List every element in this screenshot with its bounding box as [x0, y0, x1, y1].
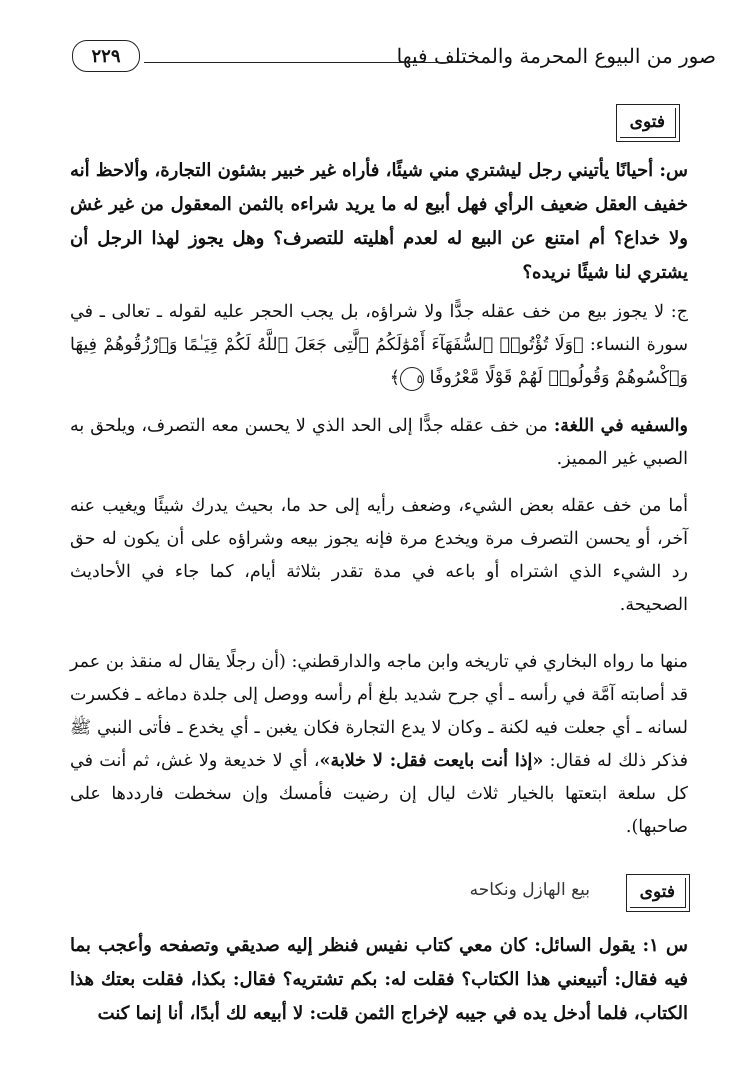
fatwa1-answer — [70, 296, 688, 395]
fatwa-label-2-text: فتوى — [630, 878, 686, 908]
hadith-quote: «إذا أنت بايعت فقل: لا خلابة» — [319, 751, 544, 771]
quran-close: ﴾ — [389, 368, 401, 388]
safeeh-def: من خف عقله جدًّا إلى الحد الذي لا يحسن معه التصرف، ويلحق به الصبي غير المميز. — [70, 416, 688, 469]
fatwa1-question: س: أحيانًا يأتيني رجل ليشتري مني شيئًا، فأراه غير خبير بشئون التجارة، وألاحظ أنه خفيف العقل ضعيف الرأي فهل أبيع له ما يريد شراءه بالثمن المعقول من غير غش ولا خداع؟ أم امتنع عن البيع له لعدم أهليته للتصرف؟ وهل يجوز لهذا الرجل أن يشتري لنا شيئًا نريده؟ — [70, 160, 688, 283]
safeeh-definition — [70, 410, 688, 476]
para3-end: ، أي لا خديعة ولا غش، ثم أنت في كل سلعة ابتعتها بالخيار ثلاث ليال إن رضيت فأمسك وإن سخطت فارددها على صاحبها). — [70, 751, 688, 837]
fatwa-label-1 — [616, 104, 680, 142]
safeeh-term: والسفيه في اللغة: — [553, 416, 688, 436]
header-rule — [144, 62, 461, 63]
quran-verse: ﴿وَلَا تُؤْتُوا۟ ٱلسُّفَهَآءَ أَمْوَٰلَكُمُ ٱلَّتِى جَعَلَ ٱللَّهُ لَكُمْ قِيَـٰمًا وَٱرْزُقُوهُمْ فِيهَا وَٱكْسُوهُمْ وَقُولُوا۟ لَهُمْ قَوْلًا مَّعْرُوفًا — [70, 335, 688, 388]
page-header — [72, 36, 716, 86]
fatwa-label-2 — [626, 874, 690, 912]
paragraph-2: أما من خف عقله بعض الشيء، وضعف رأيه إلى حد ما، بحيث يدرك شيئًا ويغيب عنه آخر، أو يحسن التصرف مرة ويخدع مرة فإنه يجوز بيعه وشراؤه على أن يكون له حق رد الشيء الذي اشتراه أو باعه في مدة تقدر بثلاثة أيام، كما جاء في الأحاديث الصحيحة. — [70, 496, 688, 615]
fatwa2-subtitle: بيع الهازل ونكاحه — [469, 880, 590, 900]
running-title: صور من البيوع المحرمة والمختلف فيها — [396, 44, 716, 68]
answer-intro: ج: لا يجوز بيع من خف عقله جدًّا ولا شراؤه، بل يجب الحجر عليه لقوله ـ تعالى ـ في سورة النساء: — [70, 302, 688, 355]
verse-number-marker: ٥ — [400, 367, 424, 391]
fatwa2-question: س ١: يقول السائل: كان معي كتاب نفيس فنظر إليه صديقي وتصفحه وأعجب بما فيه فقال: أتبيعني هذا الكتاب؟ فقلت له: بكم تشتريه؟ فقال: بكذا، فقلت بعتك هذا الكتاب، فلما أدخل يده في جيبه لإخراج الثمن قلت: لا أبيعه لك أبدًا، أنا إنما كنت — [70, 935, 688, 1024]
paragraph-3 — [70, 646, 688, 844]
page-number: ٢٢٩ — [72, 40, 140, 72]
fatwa-label-1-text: فتوى — [620, 108, 676, 138]
para3-start: منها ما رواه البخاري في تاريخه وابن ماجه والدارقطني: (أن رجلًا يقال له منقذ بن عمر قد أصابته آمَّة في رأسه ـ أي جرح شديد بلغ أم رأسه ووصل إلى جلدة دماغه ـ فكسرت لسانه ـ أي جعلت فيه لكنة ـ وكان لا يدع التجارة فكان يغبن ـ أي يخدع ـ فأتى النبي ﷺ فذكر ذلك له فقال: — [70, 652, 688, 771]
